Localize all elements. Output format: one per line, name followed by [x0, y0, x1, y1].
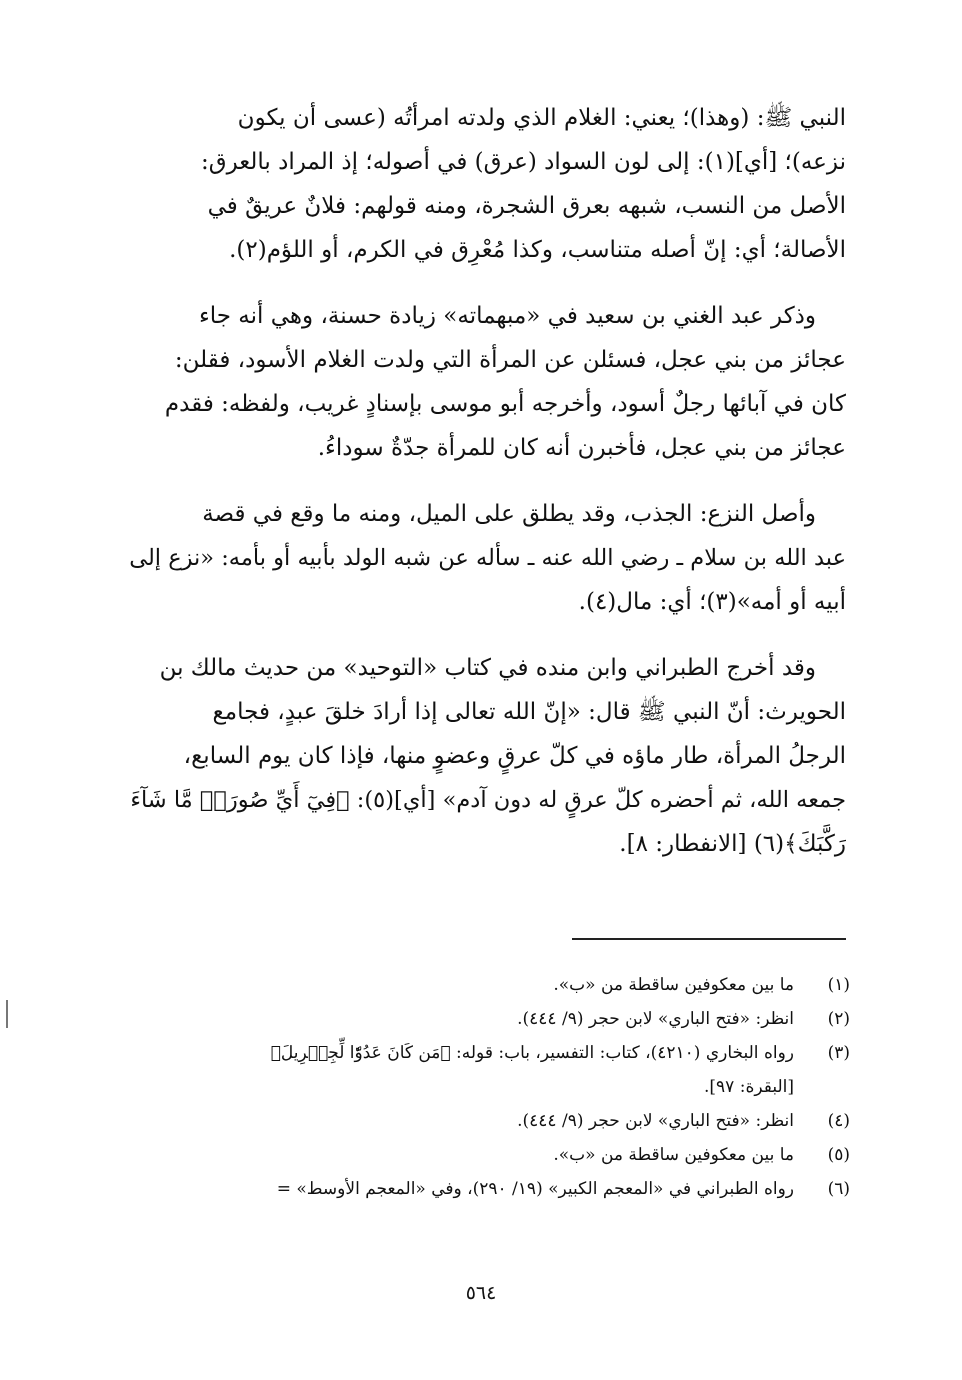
text-line: الأصالة؛ أي: إنّ أصله متناسب، وكذا مُعْرِق في الكرم، أو اللؤم(٢). [229, 237, 846, 263]
footnote [128, 1036, 850, 1070]
footnote-text: رواه البخاري (٤٢١٠)، كتاب: التفسير، باب: قوله: ﴿مَن كَانَ عَدُوّٗا لِّجِبۡرِيلَ﴾ [270, 1043, 794, 1063]
footnote [128, 1104, 850, 1138]
main-text [128, 96, 846, 888]
paragraph-1 [128, 96, 846, 272]
text-line: عبد الله بن سلام ـ رضي الله عنه ـ سأله عن شبه الولد بأبيه أو بأمه: «نزع إلى [129, 545, 846, 571]
text-line: وأصل النزع: الجذب، وقد يطلق على الميل، ومنه ما وقع في قصة [202, 501, 816, 527]
footnote-number: (٤) [827, 1111, 850, 1131]
footnote-number: (٣) [827, 1043, 850, 1063]
footnote-number: (٥) [827, 1145, 850, 1165]
footnote-separator [572, 938, 846, 940]
footnote [128, 1138, 850, 1172]
footnote-text: رواه الطبراني في «المعجم الكبير» (١٩/ ٢٩٠)، وفي «المعجم الأوسط» = [276, 1179, 794, 1199]
text-line: الحويرث: أنّ النبي ﷺ قال: «إنّ الله تعالى إذا أرادَ خلقَ عبدٍ، فجامع [212, 699, 846, 725]
footnote [128, 1002, 850, 1036]
text-line: الأصل من النسب، شبهه بعرق الشجرة، ومنه قولهم: فلانٌ عريقٌ في [207, 193, 846, 219]
page-number: ٥٦٤ [465, 1282, 497, 1304]
paragraph-3 [128, 492, 846, 624]
footnote-number: (٦) [827, 1179, 850, 1199]
text-line: وذكر عبد الغني بن سعيد في «مبهماته» زيادة حسنة، وهي أنه جاء [198, 303, 816, 329]
text-line: عجائز من بني عجل، فسئلن عن المرأة التي ولدت الغلام الأسود، فقلن: [174, 347, 846, 373]
text-line: الرجلُ المرأة، طار ماؤه في كلّ عرقٍ وعضوٍ منها، فإذا كان يوم السابع، [183, 743, 846, 769]
footnote-text: انظر: «فتح الباري» لابن حجر (٩/ ٤٤٤). [517, 1009, 794, 1029]
text-line: نزعه)؛ [أي](١): إلى لون السواد (عرق) في أصوله؛ إذ المراد بالعرق: [201, 149, 846, 175]
text-line: كان في آبائها رجلٌ أسود، وأخرجه أبو موسى بإسنادٍ غريب، ولفظه: فقدم [164, 391, 846, 417]
footnote-number: (٢) [827, 1009, 850, 1029]
text-line: النبي ﷺ: (وهذا)؛ يعني: الغلام الذي ولدته امرأتُه (عسى أن يكون [237, 105, 846, 131]
text-line: أبيه أو أمه»(٣)؛ أي: مال(٤). [578, 589, 846, 615]
paragraph-4 [128, 646, 846, 866]
paragraph-2 [128, 294, 846, 470]
footnote-number: (١) [827, 975, 850, 995]
footnote-text: انظر: «فتح الباري» لابن حجر (٩/ ٤٤٤). [517, 1111, 794, 1131]
scan-mark [6, 1000, 8, 1028]
text-line: عجائز من بني عجل، فأخبرن أنه كان للمرأة جدّةٌ سوداءُ. [317, 435, 846, 461]
footnote-text: ما بين معكوفين ساقطة من «ب». [553, 1145, 794, 1165]
text-line: جمعه الله، ثم أحضره كلّ عرقٍ له دون آدم» [أي](٥): ﴿فِيٓ أَيِّ صُورَةٖ مَّا شَآءَ [130, 787, 846, 813]
text-line: وقد أخرج الطبراني وابن منده في كتاب «التوحيد» من حديث مالك بن [159, 655, 816, 681]
text-line: رَكَّبَكَ﴾(٦) [الانفطار: ٨]. [619, 831, 846, 857]
footnote-text: ما بين معكوفين ساقطة من «ب». [553, 975, 794, 995]
footnotes [128, 968, 850, 1206]
footnote [128, 968, 850, 1002]
footnote-continuation [128, 1070, 850, 1104]
footnote-text: [البقرة: ٩٧]. [704, 1077, 794, 1097]
footnote [128, 1172, 850, 1206]
